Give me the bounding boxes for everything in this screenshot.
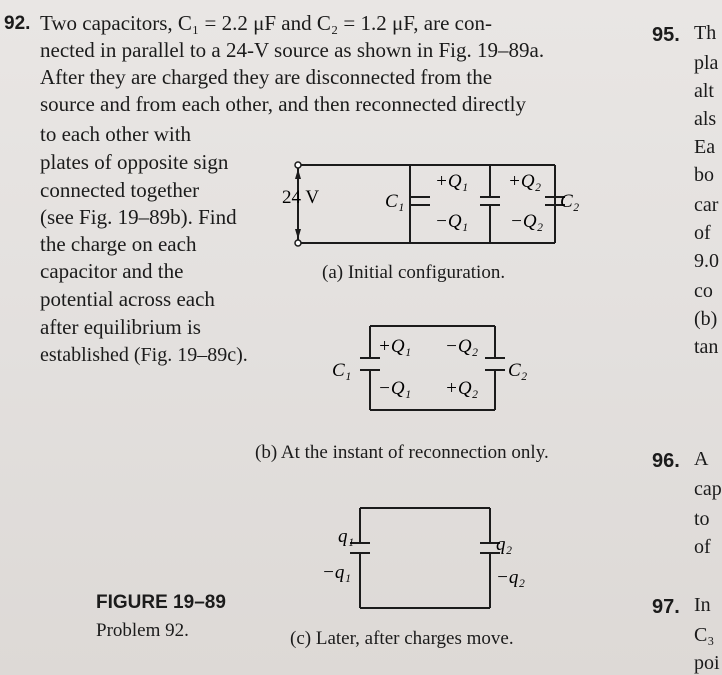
circuit-diagram-a	[260, 155, 580, 255]
caption-c: (c) Later, after charges move.	[290, 628, 514, 649]
p97-number: 97.	[652, 596, 680, 618]
figure-sublabel: Problem 92.	[96, 620, 189, 641]
p95-line-9: 9.0	[694, 250, 719, 272]
q1-top-a: +Q₁	[435, 171, 469, 192]
problem-line-10: capacitor and the	[40, 259, 184, 283]
circuit-diagram-c	[300, 498, 530, 618]
problem-number: 92.	[4, 13, 31, 34]
caption-b: (b) At the instant of reconnection only.	[255, 442, 549, 463]
q1-bottom-c: −q₁	[322, 562, 351, 583]
p97-line-3: poi	[694, 652, 720, 674]
p95-line-7: car	[694, 194, 719, 216]
p95-line-3: alt	[694, 80, 714, 102]
p96-line-1: A	[694, 448, 709, 470]
p96-line-4: of	[694, 536, 711, 558]
problem-line-13: established (Fig. 19–89c).	[40, 344, 248, 366]
figure-label: FIGURE 19–89	[96, 592, 226, 613]
q1-top-c: q₁	[338, 526, 355, 547]
q1-top-b: +Q₁	[378, 336, 412, 357]
p97-line-1: In	[694, 594, 711, 616]
problem-line-5: to each other with	[40, 122, 192, 146]
caption-a: (a) Initial configuration.	[322, 262, 506, 283]
problem-line-11: potential across each	[40, 287, 215, 311]
q1-bottom-b: −Q₁	[378, 378, 412, 399]
c2-label-a: C₂	[560, 191, 580, 212]
p95-line-5: Ea	[694, 136, 716, 158]
p95-line-10: co	[694, 280, 713, 302]
problem-line-12: after equilibrium is	[40, 315, 201, 339]
problem-line-9: the charge on each	[40, 232, 197, 256]
problem-line-4: source and from each other, and then reconnected directly	[40, 92, 527, 116]
p95-line-2: pla	[694, 52, 719, 74]
q2-bottom-c: −q₂	[496, 567, 525, 588]
q2-top-b: −Q₂	[445, 336, 479, 357]
problem-line-2: nected in parallel to a 24-V source as shown in Fig. 19–89a.	[40, 38, 545, 62]
p97-line-2: C₃	[694, 624, 715, 646]
q2-bottom-b: +Q₂	[445, 378, 479, 399]
c2-label-b: C₂	[508, 360, 528, 381]
p96-number: 96.	[652, 450, 680, 472]
q2-top-a: +Q₂	[508, 171, 542, 192]
p95-line-12: tan	[694, 336, 719, 358]
circuit-diagram-b	[330, 318, 560, 418]
p95-line-4: als	[694, 108, 717, 130]
c1-label-a: C₁	[385, 191, 405, 212]
problem-line-7: connected together	[40, 178, 200, 202]
problem-line-3: After they are charged they are disconnected from the	[40, 65, 493, 89]
p95-line-1: Th	[694, 22, 717, 44]
problem-line-8: (see Fig. 19–89b). Find	[40, 205, 237, 229]
p95-number: 95.	[652, 24, 680, 46]
q2-top-c: q₂	[496, 534, 513, 555]
problem-line-1: Two capacitors, C₁ = 2.2 μF and C₂ = 1.2 μF, are con-	[40, 11, 492, 35]
p96-line-3: to	[694, 508, 710, 530]
p95-line-11: (b)	[694, 308, 718, 330]
q2-bottom-a: −Q₂	[510, 211, 544, 232]
source-label: 24 V	[282, 187, 320, 208]
p95-line-8: of	[694, 222, 711, 244]
problem-line-6: plates of opposite sign	[40, 150, 229, 174]
q1-bottom-a: −Q₁	[435, 211, 469, 232]
p96-line-2: cap	[694, 478, 722, 500]
c1-label-b: C₁	[332, 360, 352, 381]
p95-line-6: bo	[694, 164, 714, 186]
